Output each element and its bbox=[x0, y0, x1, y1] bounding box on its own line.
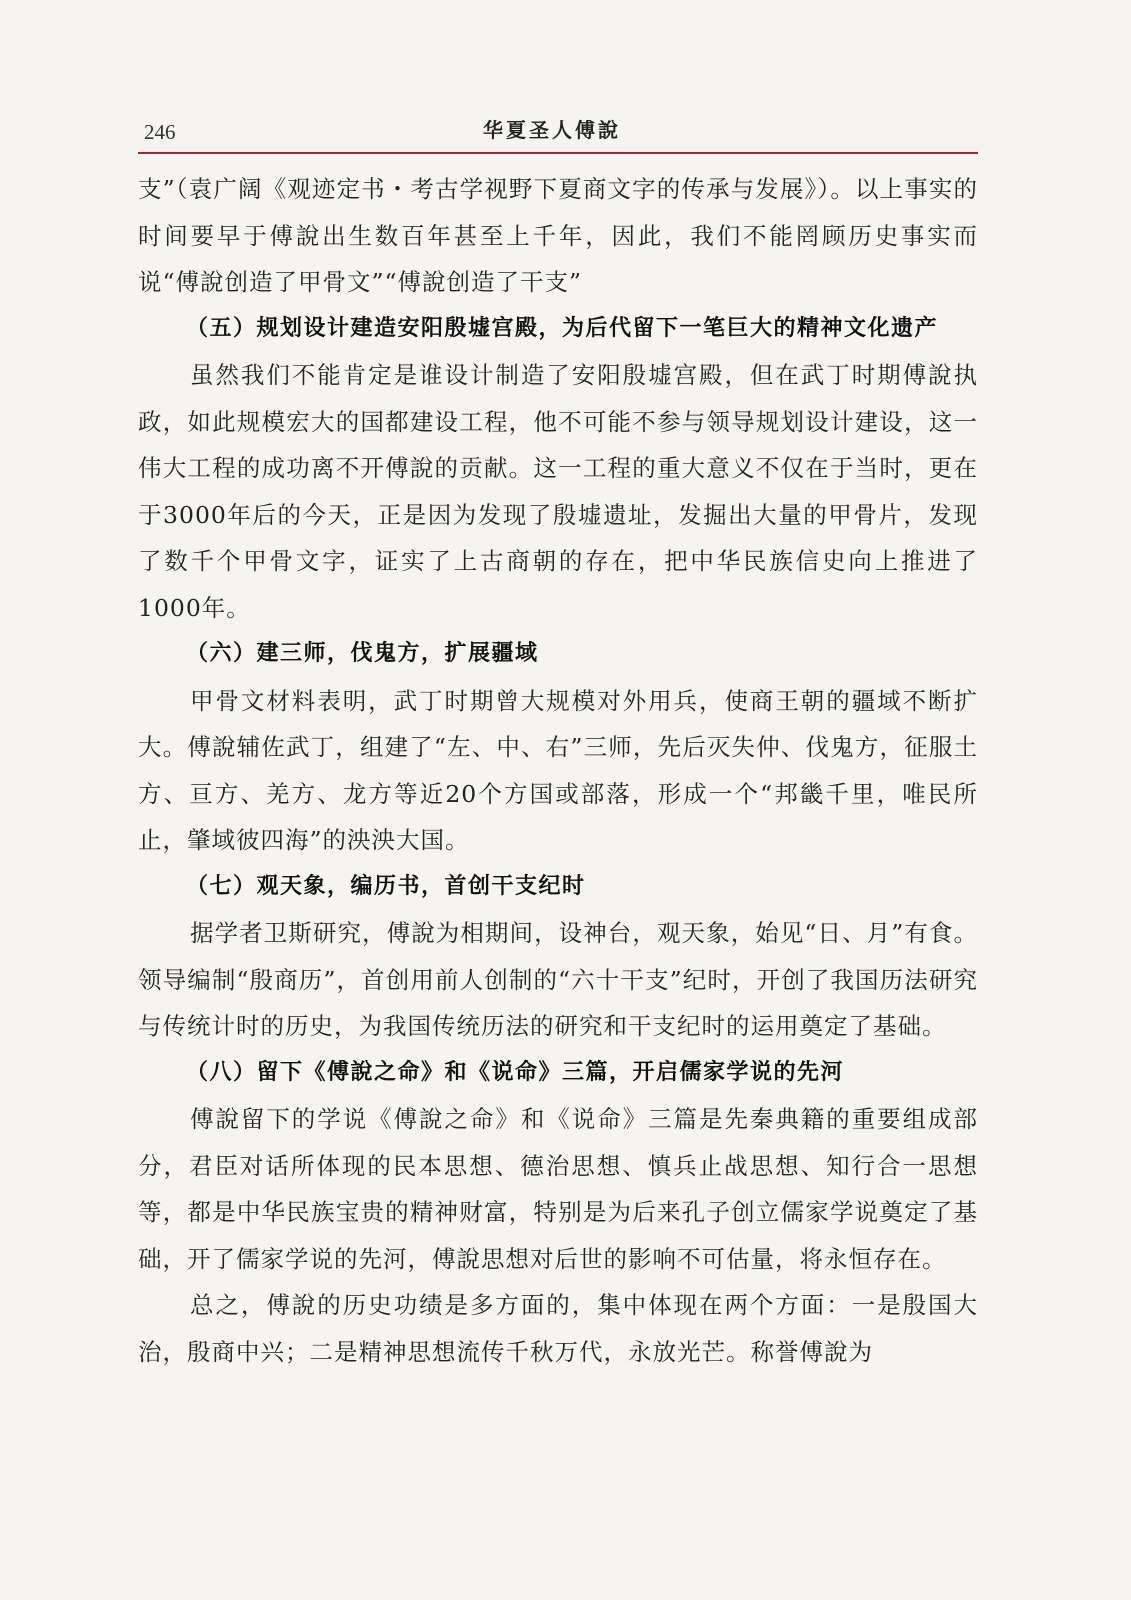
header-rule bbox=[138, 152, 978, 154]
section-heading-5: （五）规划设计建造安阳殷墟宫殿，为后代留下一笔巨大的精神文化遗产 bbox=[186, 315, 939, 341]
running-title: 华夏圣人傅說 bbox=[483, 118, 621, 142]
paragraph-section-6: 甲骨文材料表明，武丁时期曾大规模对外用兵，使商王朝的疆域不断扩大。傅說辅佐武丁，组建了“左、中、右”三师，先后灭失仲、伐鬼方，征服土方、亘方、羌方、龙方等近20个方国或部落，形成一个“邦畿千里，唯民所止，肇域彼四海”的泱泱大国。 bbox=[138, 686, 978, 854]
paragraph-summary: 总之，傅說的历史功绩是多方面的，集中体现在两个方面：一是殷国大治，殷商中兴；二是精神思想流传千秋万代，永放光芒。称誉傅說为 bbox=[138, 1291, 978, 1366]
page-body bbox=[138, 166, 978, 1375]
section-heading-6: （六）建三师，伐鬼方，扩展疆域 bbox=[186, 641, 539, 666]
page-number: 246 bbox=[144, 120, 176, 144]
section-heading-7: （七）观天象，编历书，首创干支纪时 bbox=[186, 873, 586, 899]
paragraph-section-5: 虽然我们不能肯定是谁设计制造了安阳殷墟宫殿，但在武丁时期傅說执政，如此规模宏大的国都建设工程，他不可能不参与领导规划设计建设，这一伟大工程的成功离不开傅說的贡献。这一工程的重大意义不仅在于当时，更在于3000年后的今天，正是因为发现了殷墟遗址，发掘出大量的甲骨片，发现了数千个甲骨文字，证实了上古商朝的存在，把中华民族信史向上推进了1000年。 bbox=[138, 361, 978, 622]
paragraph-section-8: 傅說留下的学说《傅說之命》和《说命》三篇是先秦典籍的重要组成部分，君臣对话所体现的民本思想、德治思想、慎兵止战思想、知行合一思想等，都是中华民族宝贵的精神财富，特别是为后来孔子创立儒家学说奠定了基础，开了儒家学说的先河，傅說思想对后世的影响不可估量，将永恒存在。 bbox=[138, 1105, 978, 1273]
section-heading-8: （八）留下《傅說之命》和《说命》三篇，开启儒家学说的先河 bbox=[186, 1059, 845, 1085]
paragraph-continued: 支”（袁广阔《观迹定书・考古学视野下夏商文字的传承与发展》）。以上事实的时间要早于傅說出生数百年甚至上千年，因此，我们不能罔顾历史事实而说“傅說创造了甲骨文”“傅說创造了干支” bbox=[138, 175, 978, 296]
paragraph-section-7: 据学者卫斯研究，傅說为相期间，设神台，观天象，始见“日、月”有食。领导编制“殷商历”，首创用前人创制的“六十干支”纪时，开创了我国历法研究与传统计时的历史，为我国传统历法的研究和干支纪时的运用奠定了基础。 bbox=[138, 919, 978, 1040]
page-header bbox=[138, 108, 978, 152]
